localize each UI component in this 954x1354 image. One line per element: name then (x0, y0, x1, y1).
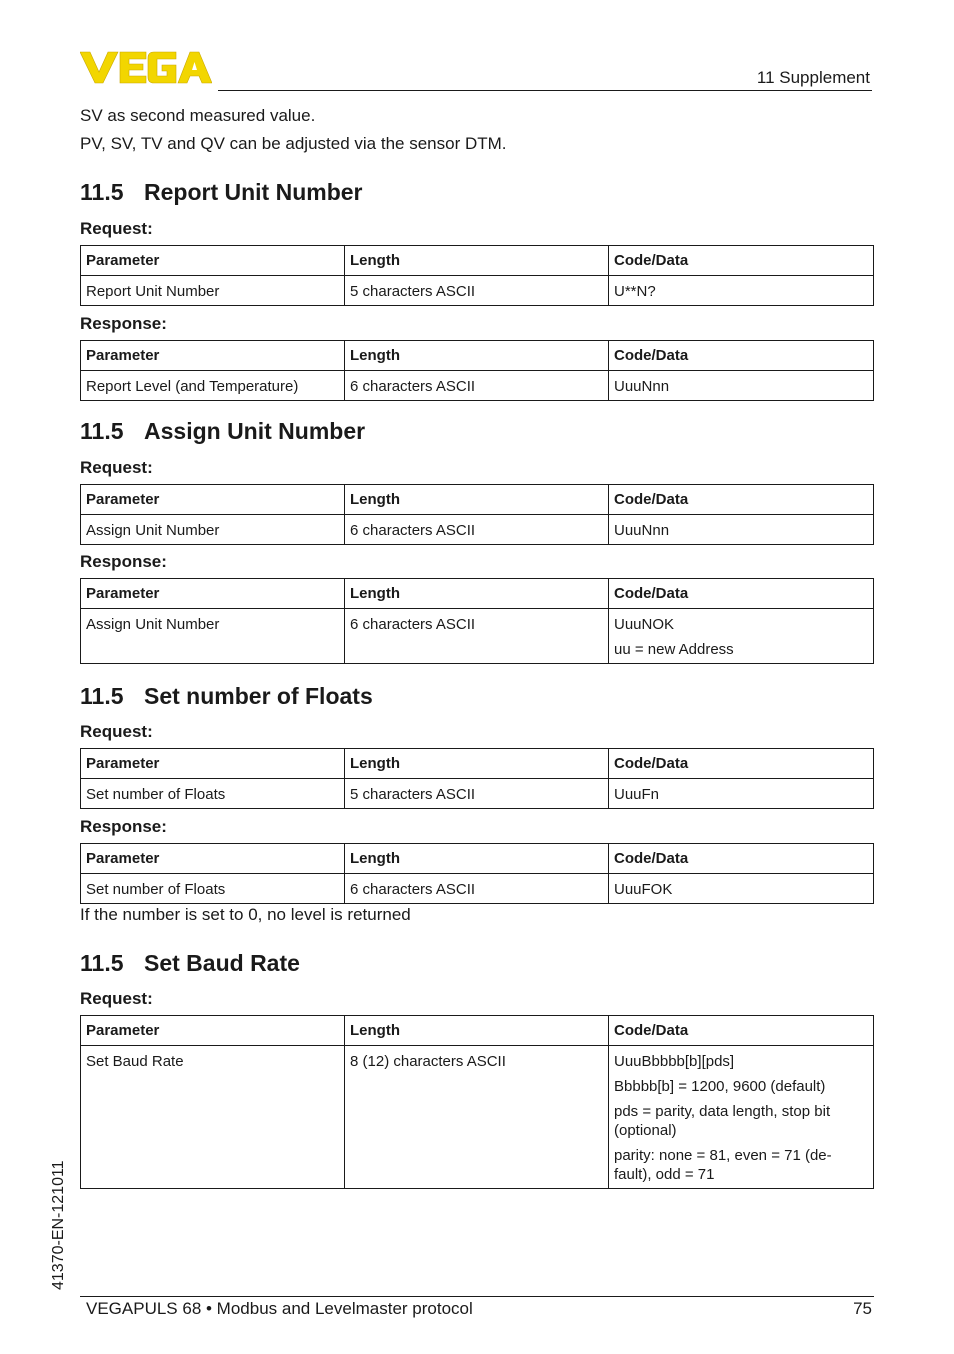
cell-code-data (609, 874, 874, 904)
response-label: Response: (80, 314, 167, 333)
cell-length: 5 characters ASCII (345, 779, 609, 809)
cell-length: 6 characters ASCII (345, 609, 609, 664)
footer-title: VEGAPULS 68 • Modbus and Levelmaster protocol (86, 1299, 473, 1318)
cell-parameter: Set number of Floats (81, 874, 345, 904)
column-header-length: Length (345, 485, 609, 515)
request-table-assign-unit-number (80, 484, 874, 545)
intro-line-1: SV as second measured value. (80, 106, 316, 125)
column-header-parameter: Parameter (81, 341, 345, 371)
cell-code-data (609, 1046, 874, 1189)
column-header-length: Length (345, 844, 609, 874)
column-header-parameter: Parameter (81, 246, 345, 276)
intro-line-2: PV, SV, TV and QV can be adjusted via the sensor DTM. (80, 134, 507, 153)
column-header-length: Length (345, 246, 609, 276)
table-row (81, 276, 874, 306)
code-line: Bbbbb[b] = 1200, 9600 (default) (614, 1078, 826, 1095)
table-header-row (81, 749, 874, 779)
page-number: 75 (853, 1299, 872, 1318)
table-header-row (81, 579, 874, 609)
chapter-title: 11 Supplement (756, 68, 870, 87)
code-line: uu = new Address (614, 641, 734, 658)
cell-length: 6 characters ASCII (345, 371, 609, 401)
code-line: UuuNnn (614, 378, 670, 395)
code-line: U**N? (614, 283, 656, 300)
code-line: UuuNOK (614, 616, 675, 633)
request-label: Request: (80, 458, 153, 477)
table-header-row (81, 1016, 874, 1046)
column-header-parameter: Parameter (81, 485, 345, 515)
cell-code-data (609, 371, 874, 401)
column-header-length: Length (345, 579, 609, 609)
code-line: UuuBbbbb[b][pds] (614, 1053, 735, 1070)
request-label: Request: (80, 722, 153, 741)
cell-code-data (609, 609, 874, 664)
table-header-row (81, 485, 874, 515)
column-header-code-data: Code/Data (609, 579, 874, 609)
cell-code-data (609, 779, 874, 809)
column-header-code-data: Code/Data (609, 844, 874, 874)
column-header-parameter: Parameter (81, 1016, 345, 1046)
footer-rule (80, 1296, 874, 1297)
table-header-row (81, 246, 874, 276)
response-table-report-unit-number (80, 340, 874, 401)
code-line: UuuFOK (614, 881, 673, 898)
request-label: Request: (80, 989, 153, 1008)
table-row (81, 515, 874, 545)
column-header-code-data: Code/Data (609, 1016, 874, 1046)
column-header-parameter: Parameter (81, 749, 345, 779)
column-header-parameter: Parameter (81, 579, 345, 609)
response-label: Response: (80, 552, 167, 571)
column-header-code-data: Code/Data (609, 246, 874, 276)
floats-note: If the number is set to 0, no level is returned (80, 905, 411, 924)
request-table-set-number-of-floats (80, 748, 874, 809)
cell-code-data (609, 515, 874, 545)
cell-parameter: Assign Unit Number (81, 609, 345, 664)
cell-parameter: Set Baud Rate (81, 1046, 345, 1189)
column-header-code-data: Code/Data (609, 749, 874, 779)
table-row (81, 609, 874, 664)
section-heading-set-baud-rate: 11.5 Set Baud Rate (80, 950, 300, 976)
table-row (81, 779, 874, 809)
cell-parameter: Set number of Floats (81, 779, 345, 809)
section-heading-set-number-of-floats: 11.5 Set number of Floats (80, 683, 373, 709)
column-header-length: Length (345, 341, 609, 371)
table-header-row (81, 844, 874, 874)
cell-code-data (609, 276, 874, 306)
cell-length: 5 characters ASCII (345, 276, 609, 306)
column-header-parameter: Parameter (81, 844, 345, 874)
table-row (81, 371, 874, 401)
request-table-set-baud-rate (80, 1015, 874, 1189)
cell-length: 6 characters ASCII (345, 515, 609, 545)
cell-parameter: Report Unit Number (81, 276, 345, 306)
column-header-length: Length (345, 749, 609, 779)
vega-logo (80, 50, 212, 86)
cell-parameter: Report Level (and Temperature) (81, 371, 345, 401)
column-header-code-data: Code/Data (609, 341, 874, 371)
response-table-assign-unit-number (80, 578, 874, 664)
cell-length: 8 (12) characters ASCII (345, 1046, 609, 1189)
response-label: Response: (80, 817, 167, 836)
column-header-code-data: Code/Data (609, 485, 874, 515)
column-header-length: Length (345, 1016, 609, 1046)
section-heading-report-unit-number: 11.5 Report Unit Number (80, 179, 363, 205)
request-table-report-unit-number (80, 245, 874, 306)
response-table-set-number-of-floats (80, 843, 874, 904)
code-line: UuuFn (614, 786, 660, 803)
request-label: Request: (80, 219, 153, 238)
cell-length: 6 characters ASCII (345, 874, 609, 904)
code-line: parity: none = 81, even = 71 (de-fault), odd = 71 (614, 1147, 832, 1183)
table-row (81, 1046, 874, 1189)
table-row (81, 874, 874, 904)
document-code: 41370-EN-121011 (50, 1160, 67, 1290)
section-heading-assign-unit-number: 11.5 Assign Unit Number (80, 418, 366, 444)
cell-parameter: Assign Unit Number (81, 515, 345, 545)
code-line: pds = parity, data length, stop bit (optional) (614, 1103, 831, 1139)
table-header-row (81, 341, 874, 371)
code-line: UuuNnn (614, 522, 670, 539)
header-rule (218, 90, 872, 91)
